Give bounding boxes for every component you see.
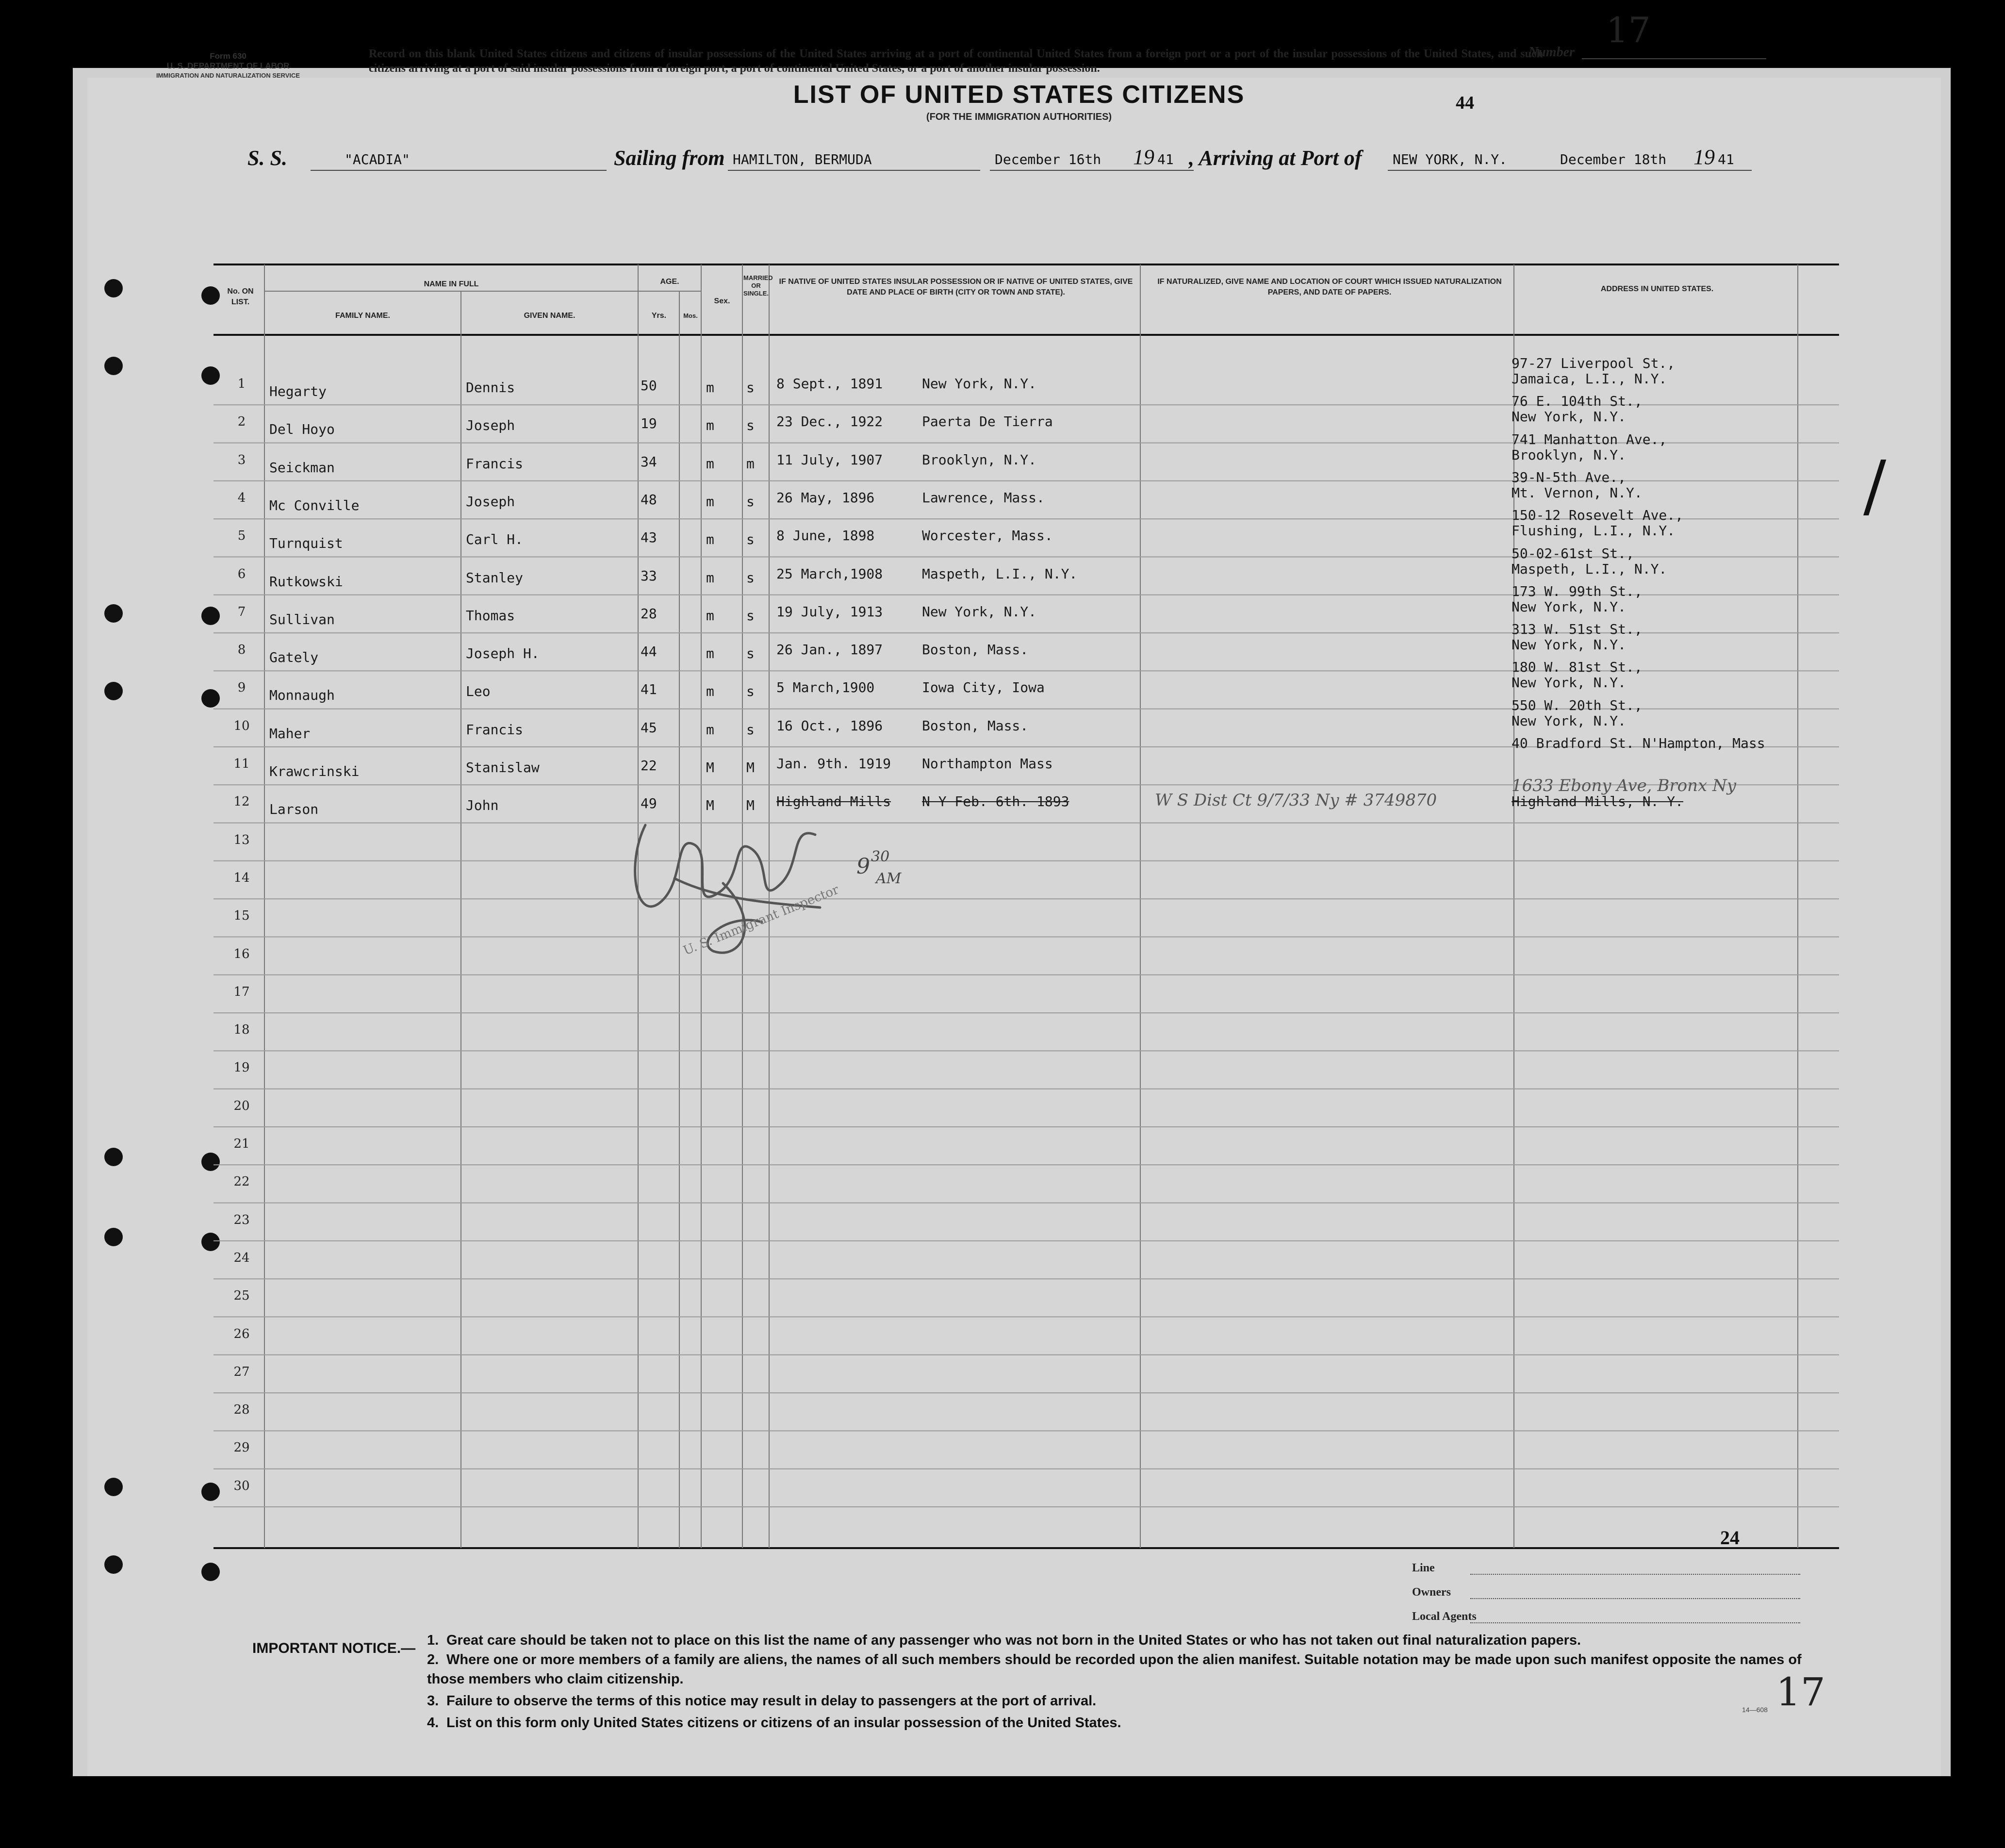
voyage-line xyxy=(0,146,2005,175)
row-number: 1 xyxy=(237,377,246,391)
age-years: 19 xyxy=(641,415,657,432)
notice-item-1: 1. Great care should be taken not to place on this list the name of any passenger who was not born in the United States or who has not taken out final naturalization papers. xyxy=(427,1633,1581,1648)
address-line-1: 313 W. 51st St., xyxy=(1512,621,1643,638)
birth-place: Northampton Mass xyxy=(922,756,1053,772)
arrival-port-underline xyxy=(1388,170,1752,171)
age-years: 33 xyxy=(641,567,657,584)
address-line-1: 76 E. 104th St., xyxy=(1512,393,1643,410)
age-years: 49 xyxy=(641,795,657,812)
birth-place: New York, N.Y. xyxy=(922,376,1037,392)
ship-name: "ACADIA" xyxy=(345,151,410,167)
sheet-number: 44 xyxy=(1456,93,1474,113)
col-family-name: FAMILY NAME. xyxy=(335,312,390,320)
col-age: AGE. xyxy=(660,278,679,286)
punch-hole xyxy=(201,689,220,708)
address-line-1: 97-27 Liverpool St., xyxy=(1512,355,1676,371)
svg-text:U. S. Immigrant Inspector: U. S. Immigrant Inspector xyxy=(681,882,841,958)
ship-underline xyxy=(311,170,607,171)
age-years: 22 xyxy=(641,758,657,774)
row-number: 9 xyxy=(237,680,246,695)
sex: M xyxy=(706,759,714,776)
family-name: Mc Conville xyxy=(269,497,360,513)
arrival-date: December 18th xyxy=(1560,151,1667,167)
arriving-label: , Arriving at Port of xyxy=(1189,146,1362,170)
row-number: 5 xyxy=(237,528,246,544)
age-years: 41 xyxy=(641,681,657,698)
punch-hole xyxy=(104,1555,123,1574)
birth-date: 5 March,1900 xyxy=(776,679,875,696)
row-number: 12 xyxy=(233,794,250,809)
row-number: 24 xyxy=(233,1250,250,1265)
age-years: 44 xyxy=(641,644,657,660)
address-line-2: Brooklyn, N.Y. xyxy=(1512,446,1627,463)
birth-place: N Y Feb. 6th. 1893 xyxy=(922,793,1069,810)
sex: m xyxy=(706,569,714,586)
departure-date: December 16th xyxy=(995,151,1101,167)
notice-item-3: 3. Failure to observe the terms of this notice may result in delay to passengers at the port of arrival. xyxy=(427,1693,1097,1709)
birth-place: Boston, Mass. xyxy=(922,642,1029,658)
given-name: Francis xyxy=(466,721,524,738)
department-name: U. S. DEPARTMENT OF LABOR xyxy=(166,61,290,70)
marital-status: m xyxy=(746,455,755,472)
sex: m xyxy=(706,607,714,624)
departure-port: HAMILTON, BERMUDA xyxy=(733,151,872,167)
punch-hole xyxy=(201,1483,220,1501)
given-name: Joseph xyxy=(466,417,515,434)
marital-status: s xyxy=(746,721,755,738)
address-line-1: 150-12 Rosevelt Ave., xyxy=(1512,507,1684,524)
row-number: 22 xyxy=(233,1174,250,1189)
col-address: ADDRESS IN UNITED STATES. xyxy=(1600,285,1714,293)
address-line-1: 180 W. 81st St., xyxy=(1512,659,1643,676)
marital-status: s xyxy=(746,607,755,624)
row-number: 27 xyxy=(233,1364,250,1379)
given-name: Carl H. xyxy=(466,531,524,548)
col-yrs: Yrs. xyxy=(651,312,667,320)
number-label: Number xyxy=(1528,45,1575,60)
col-naturalized: IF NATURALIZED, GIVE NAME AND LOCATION OF COURT WHICH ISSUED NATURALIZATION PAPERS, AND DATE OF PAPERS. xyxy=(1157,278,1502,297)
inspector-signature-stamp xyxy=(616,806,956,975)
col-married-single: MARRIED OR SINGLE. xyxy=(743,274,773,297)
address-line-2: New York, N.Y. xyxy=(1512,675,1627,691)
row-number: 25 xyxy=(233,1288,250,1304)
birth-place: Maspeth, L.I., N.Y. xyxy=(922,565,1078,582)
svg-text:AM: AM xyxy=(876,870,902,887)
address-line-2: Maspeth, L.I., N.Y. xyxy=(1512,561,1667,577)
punch-hole xyxy=(104,604,123,623)
address-line-1: 39-N-5th Ave., xyxy=(1512,469,1627,485)
col-birth: IF NATIVE OF UNITED STATES INSULAR POSSESSION OR IF NATIVE OF UNITED STATES, GIVE DATE AND PLACE OF BIRTH (CITY OR TOWN AND STATE). xyxy=(779,278,1133,297)
address-line-2: Highland Mills, N. Y. xyxy=(1512,793,1684,810)
line-label: Line xyxy=(1412,1562,1435,1574)
family-name: Rutkowski xyxy=(269,573,343,590)
owners-field xyxy=(1470,1598,1800,1599)
birth-place: Iowa City, Iowa xyxy=(922,679,1045,696)
sex: m xyxy=(706,417,714,434)
address-line-2: New York, N.Y. xyxy=(1512,409,1627,425)
age-years: 48 xyxy=(641,491,657,508)
age-years: 28 xyxy=(641,605,657,622)
given-name: John xyxy=(466,797,499,814)
family-name: Del Hoyo xyxy=(269,421,335,438)
page-subtitle: (FOR THE IMMIGRATION AUTHORITIES) xyxy=(926,112,1112,122)
birth-date: 25 March,1908 xyxy=(776,565,883,582)
birth-place: Worcester, Mass. xyxy=(922,528,1053,544)
row-number: 8 xyxy=(237,643,246,658)
departure-year: 41 xyxy=(1157,151,1174,167)
marital-status: M xyxy=(746,759,755,776)
row-number: 16 xyxy=(233,946,250,961)
row-number: 7 xyxy=(237,604,246,619)
sex: m xyxy=(706,380,714,396)
local-agents-label: Local Agents xyxy=(1412,1610,1477,1623)
row-number: 19 xyxy=(233,1060,250,1075)
col-sex: Sex. xyxy=(714,297,730,305)
svg-text:9: 9 xyxy=(856,854,870,879)
family-name: Hegarty xyxy=(269,383,327,399)
family-name: Turnquist xyxy=(269,535,343,552)
svg-text:30: 30 xyxy=(871,848,890,865)
punch-hole xyxy=(201,366,220,385)
corner-number: 17 xyxy=(1776,1669,1825,1715)
address-line-2: New York, N.Y. xyxy=(1512,598,1627,615)
address-line-2: Flushing, L.I., N.Y. xyxy=(1512,523,1676,539)
sex: m xyxy=(706,721,714,738)
family-name: Gately xyxy=(269,649,319,666)
form-instructions: Record on this blank United States citizens and citizens of insular possessions of the United States arriving at a port of continental United States from a foreign port or a port of the insular possessions of the United States, and such citizens arriving at a port of said insular possessions from a foreign port, a port of continental United States, or a port of another insular possession. xyxy=(369,48,1543,75)
birth-date: 8 June, 1898 xyxy=(776,528,875,544)
row-number: 2 xyxy=(237,414,246,429)
total-count: 24 xyxy=(1720,1527,1740,1549)
marital-status: s xyxy=(746,380,755,396)
sex: m xyxy=(706,531,714,548)
number-value: 17 xyxy=(1606,10,1651,50)
family-name: Sullivan xyxy=(269,611,335,627)
row-number: 18 xyxy=(233,1023,250,1038)
row-number: 15 xyxy=(233,908,250,924)
marital-status: s xyxy=(746,683,755,700)
sex: m xyxy=(706,683,714,700)
given-name: Francis xyxy=(466,455,524,472)
col-no: No. ON LIST. xyxy=(227,287,254,306)
address-line-1: 550 W. 20th St., xyxy=(1512,697,1643,713)
sex: m xyxy=(706,645,714,662)
punch-hole xyxy=(104,279,123,297)
arrival-year: 41 xyxy=(1718,151,1734,167)
sex: m xyxy=(706,493,714,510)
notice-item-2: 2. Where one or more members of a family are aliens, the names of all such members should be recorded upon the alien manifest. Suitable notation may be made upon such manifest opposite the names of those members who claim citizenship. xyxy=(427,1652,1802,1687)
given-name: Stanislaw xyxy=(466,759,540,776)
marital-status: s xyxy=(746,493,755,510)
owners-label: Owners xyxy=(1412,1586,1451,1599)
birth-date: Jan. 9th. 1919 xyxy=(776,756,891,772)
birth-place: Paerta De Tierra xyxy=(922,413,1053,430)
birth-place: Boston, Mass. xyxy=(922,717,1029,734)
row-number: 21 xyxy=(233,1137,250,1151)
birth-place: Lawrence, Mass. xyxy=(922,489,1045,506)
punch-hole xyxy=(104,1228,123,1246)
margin-tick-mark: / xyxy=(1863,446,1887,526)
form-issuer xyxy=(146,51,311,81)
given-name: Joseph H. xyxy=(466,645,540,662)
address-line-2: New York, N.Y. xyxy=(1512,712,1627,729)
number-underline xyxy=(1582,58,1766,59)
col-given-name: GIVEN NAME. xyxy=(524,312,575,320)
arrival-year-prefix: 19 xyxy=(1693,145,1715,169)
age-years: 43 xyxy=(641,529,657,546)
port-underline xyxy=(728,170,980,171)
address-line-2: Jamaica, L.I., N.Y. xyxy=(1512,371,1667,387)
birth-date: 19 July, 1913 xyxy=(776,603,883,620)
sex: M xyxy=(706,797,714,814)
marital-status: s xyxy=(746,531,755,548)
birth-date: 26 Jan., 1897 xyxy=(776,642,883,658)
marital-status: s xyxy=(746,645,755,662)
page-title: LIST OF UNITED STATES CITIZENS xyxy=(793,81,1245,109)
row-number: 6 xyxy=(237,566,246,581)
row-number: 3 xyxy=(237,452,246,467)
notice-item-4: 4. List on this form only United States citizens or citizens of an insular possession of the United States. xyxy=(427,1715,1121,1731)
row-number: 4 xyxy=(237,490,246,505)
row-number: 14 xyxy=(233,870,250,885)
birth-date: 23 Dec., 1922 xyxy=(776,413,883,430)
row-number: 28 xyxy=(233,1402,250,1418)
birth-place: Brooklyn, N.Y. xyxy=(922,451,1037,468)
address-line-2: New York, N.Y. xyxy=(1512,637,1627,653)
address-line-1: 40 Bradford St. N'Hampton, Mass xyxy=(1512,735,1765,751)
birth-date: 11 July, 1907 xyxy=(776,451,883,468)
row-number: 11 xyxy=(233,757,250,771)
row-number: 20 xyxy=(233,1098,250,1113)
date-underline xyxy=(990,170,1194,171)
birth-date: Highland Mills xyxy=(776,793,891,810)
age-years: 50 xyxy=(641,378,657,394)
row-number: 17 xyxy=(233,984,250,999)
sailing-label: Sailing from xyxy=(614,146,725,170)
notice-heading: IMPORTANT NOTICE.— xyxy=(252,1640,416,1656)
marital-status: s xyxy=(746,569,755,586)
row-number: 26 xyxy=(233,1326,250,1341)
row-number: 13 xyxy=(233,832,250,847)
family-name: Larson xyxy=(269,801,319,818)
family-name: Monnaugh xyxy=(269,687,335,704)
punch-hole xyxy=(104,682,123,700)
row-number: 29 xyxy=(233,1440,250,1455)
punch-hole xyxy=(104,357,123,375)
birth-date: 16 Oct., 1896 xyxy=(776,717,883,734)
address-line-2: Mt. Vernon, N.Y. xyxy=(1512,484,1643,501)
given-name: Leo xyxy=(466,683,491,700)
marital-status: s xyxy=(746,417,755,434)
given-name: Dennis xyxy=(466,380,515,396)
form-code: 14—608 xyxy=(1742,1706,1768,1714)
col-name-in-full: NAME IN FULL xyxy=(424,280,479,288)
line-field xyxy=(1470,1574,1800,1575)
age-years: 34 xyxy=(641,453,657,470)
punch-hole xyxy=(104,1148,123,1166)
given-name: Stanley xyxy=(466,569,524,586)
birth-date: 26 May, 1896 xyxy=(776,489,875,506)
given-name: Thomas xyxy=(466,607,515,624)
punch-hole xyxy=(104,1478,123,1496)
birth-place: New York, N.Y. xyxy=(922,603,1037,620)
given-name: Joseph xyxy=(466,493,515,510)
arrival-port: NEW YORK, N.Y. xyxy=(1393,151,1508,167)
punch-hole xyxy=(201,1153,220,1171)
row-number: 10 xyxy=(233,718,250,733)
row-number: 30 xyxy=(233,1478,250,1493)
local-agents-field xyxy=(1470,1622,1800,1623)
family-name: Maher xyxy=(269,725,311,742)
manifest-page xyxy=(87,78,1941,1776)
address-line-1: 1633 Ebony Ave, Bronx Ny xyxy=(1512,776,1736,796)
family-name: Seickman xyxy=(269,459,335,476)
punch-hole xyxy=(201,1563,220,1581)
address-line-1: 741 Manhatton Ave., xyxy=(1512,431,1667,447)
departure-year-prefix: 19 xyxy=(1133,145,1154,169)
naturalization-papers: W S Dist Ct 9/7/33 Ny # 3749870 xyxy=(1155,791,1437,810)
form-number: Form 630 xyxy=(210,51,247,61)
col-mos: Mos. xyxy=(683,312,698,319)
ss-label: S. S. xyxy=(247,146,287,170)
address-line-1: 50-02-61st St., xyxy=(1512,545,1634,561)
punch-hole xyxy=(201,607,220,625)
row-number: 23 xyxy=(233,1212,250,1227)
service-name: IMMIGRATION AND NATURALIZATION SERVICE xyxy=(156,72,300,79)
address-line-1: 173 W. 99th St., xyxy=(1512,583,1643,599)
marital-status: M xyxy=(746,797,755,814)
birth-date: 8 Sept., 1891 xyxy=(776,376,883,392)
punch-hole xyxy=(201,1233,220,1251)
age-years: 45 xyxy=(641,719,657,736)
sex: m xyxy=(706,455,714,472)
family-name: Krawcrinski xyxy=(269,763,360,779)
